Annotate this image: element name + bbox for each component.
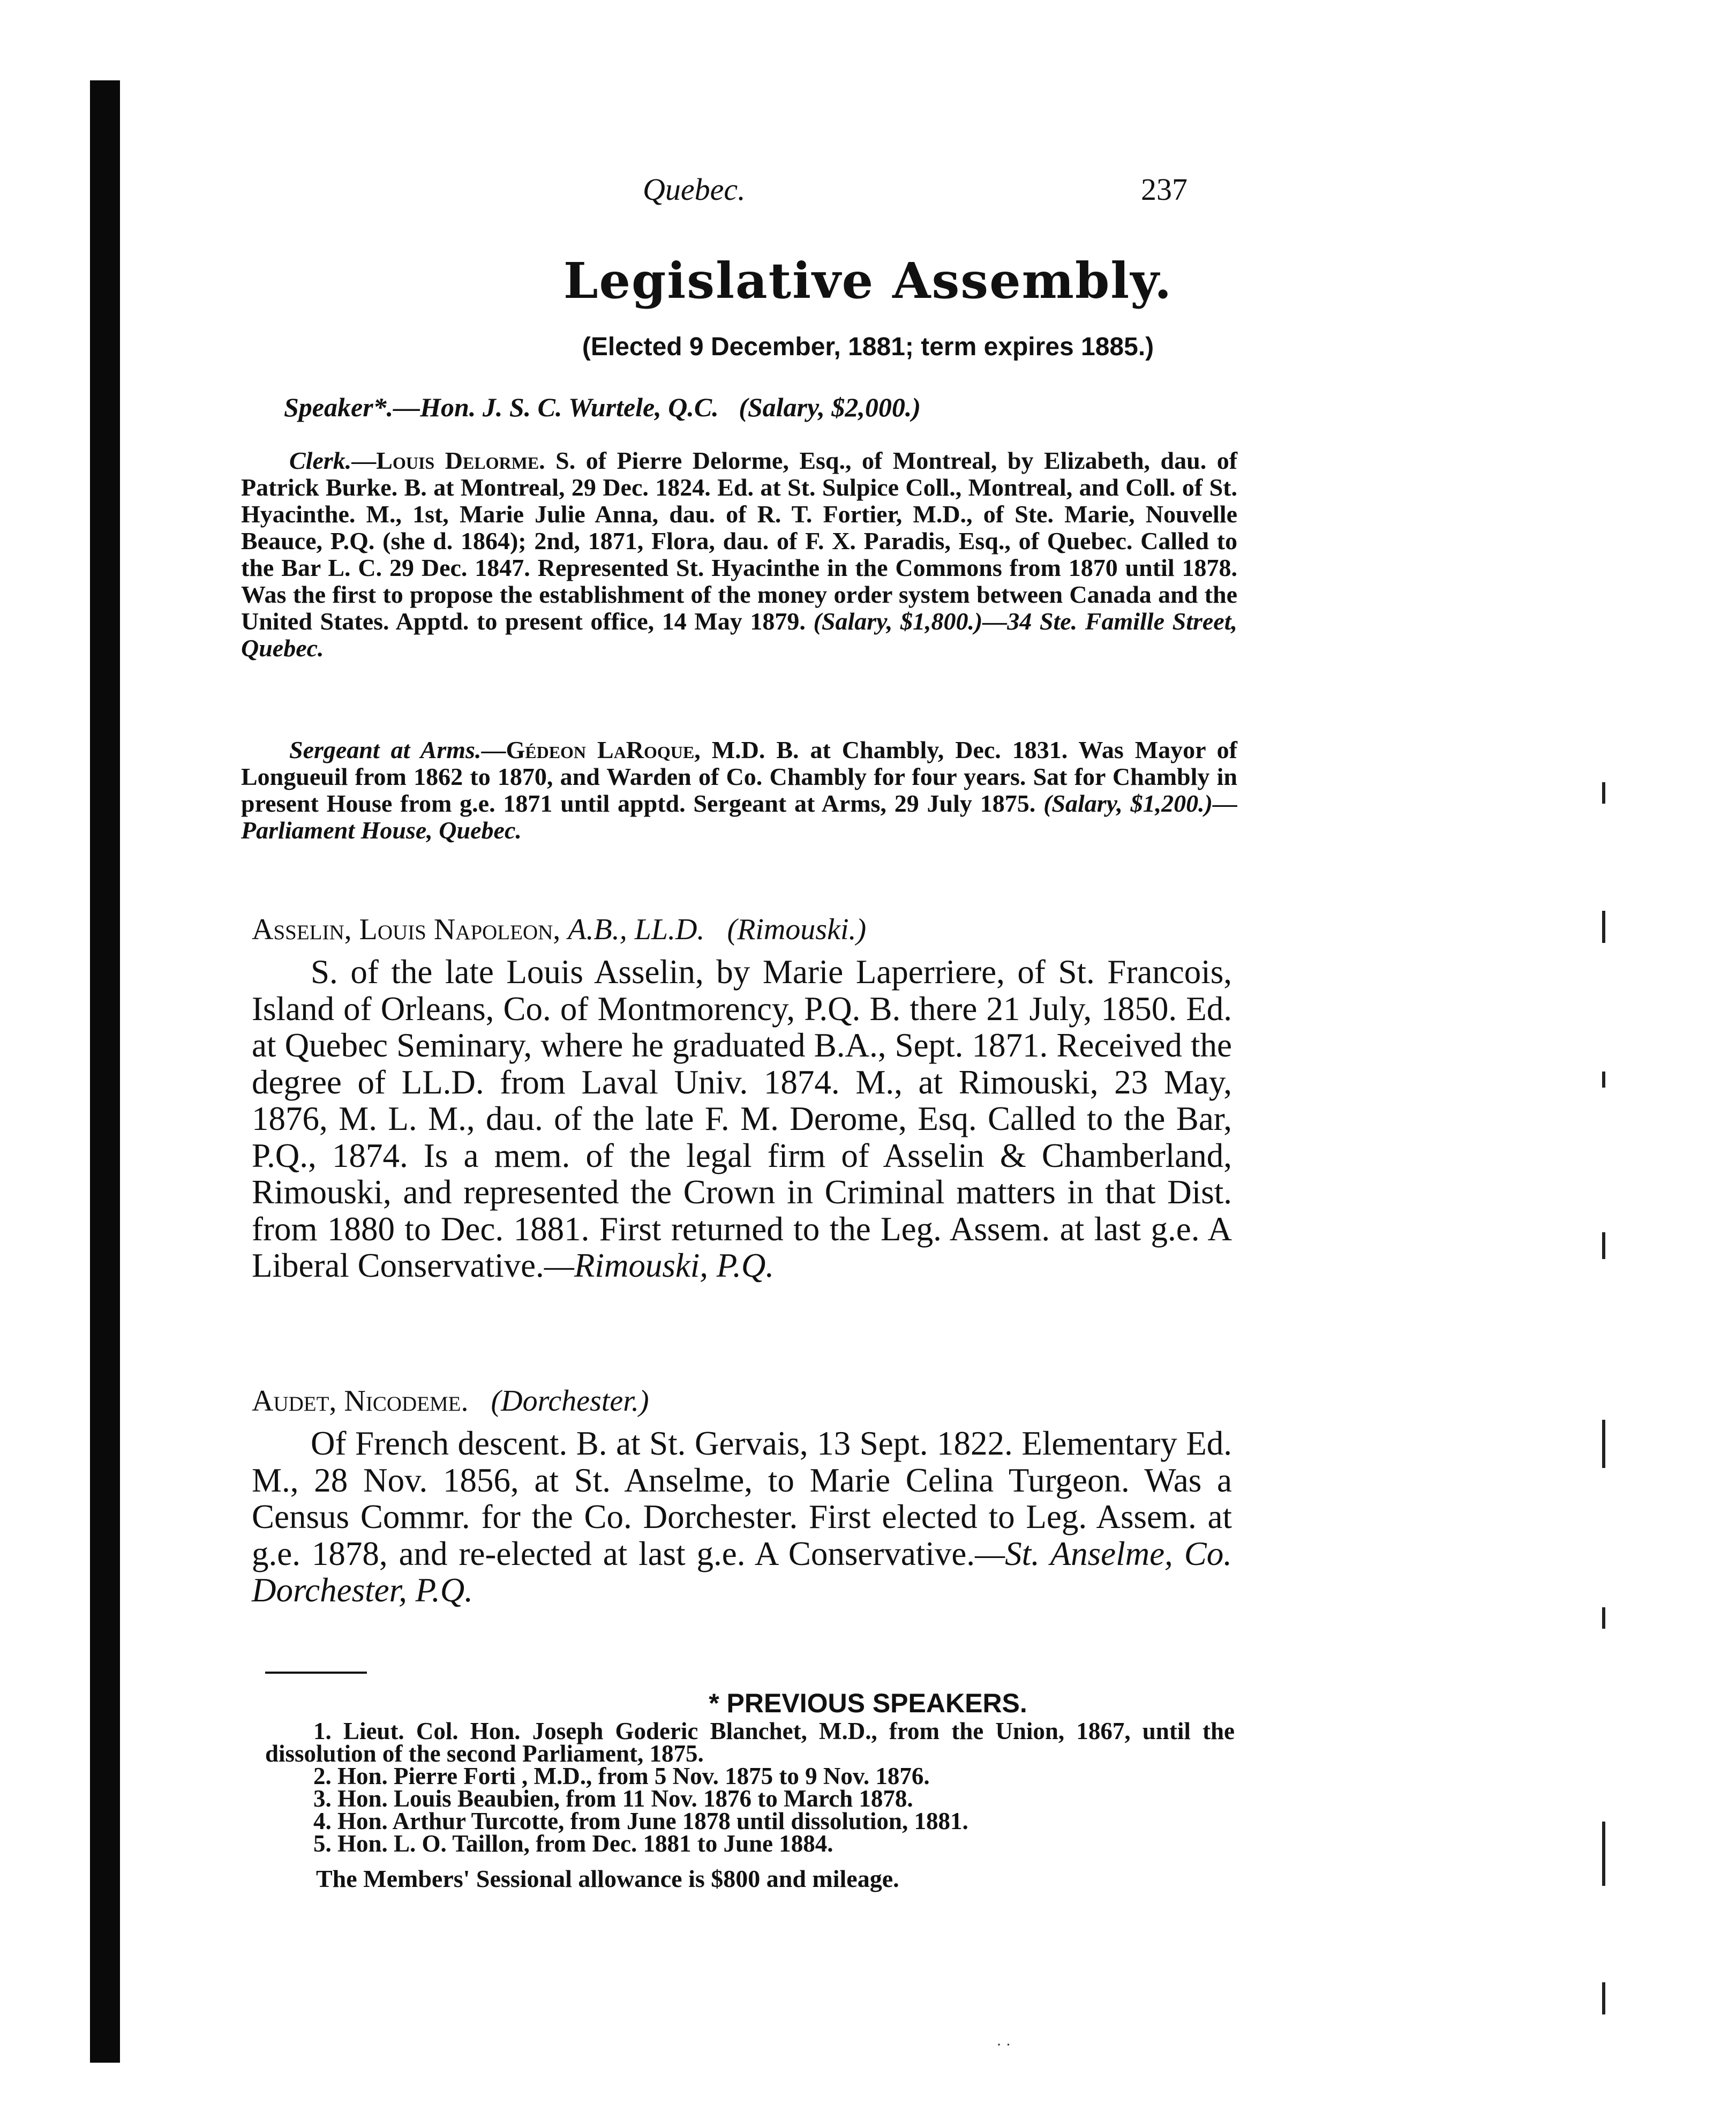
speaker-entry [284,391,1194,423]
previous-speakers-title: * PREVIOUS SPEAKERS. [709,1688,1027,1718]
member-degrees: A.B., LL.D. [568,913,705,946]
previous-speakers-list [265,1720,1235,1855]
member-riding: (Dorchester.) [491,1384,649,1418]
page-number: 237 [1141,172,1188,207]
sergeant-entry [241,737,1237,844]
list-item: 3. Hon. Louis Beaubien, from 11 Nov. 1876 to March 1878. [313,1785,913,1812]
clerk-entry [241,447,1237,662]
clerk-name: —Louis Delorme. [351,447,545,474]
clerk-text: S. of Pierre Delorme, Esq., of Montreal, by Elizabeth, dau. of Patrick Burke. B. at Montreal, 29 Dec. 1824. Ed. at St. Sulpice Coll., Montreal, and Coll. of St. Hyacinthe. M., 1st, Marie Julie Anna, dau. of R. T. Fortier, M.D., of Ste. Marie, Nouvelle Beauce, P.Q. (she d. 1864); 2nd, 1871, Flora, dau. of F. X. Paradis, Esq., of Quebec. Called to the Bar L. C. 29 Dec. 1847. Represented St. Hyacinthe in the Commons from 1870 until 1878. Was the first to propose the establishment of the money order system between Canada and the United States. Apptd. to present office, 14 May 1879. [241,447,1238,635]
member-bio-text: Of French descent. B. at St. Gervais, 13 Sept. 1822. Elementary Ed. M., 28 Nov. 1856, at St. Anselme, to Marie Celina Turgeon. Was a Census Commr. for the Co. Dorchester. First elected to Leg. Assem. at g.e. 1878, and re-elected at last g.e. A Conservative. [252,1425,1232,1572]
sessional-allowance-note: The Members' Sessional allowance is $800 and mileage. [316,1865,899,1892]
member-name: Asselin, Louis Napoleon, [252,913,561,946]
footnote-divider [265,1672,367,1674]
member-riding: (Rimouski.) [727,913,867,946]
list-item: 4. Hon. Arthur Turcotte, from June 1878 until dissolution, 1881. [313,1808,968,1834]
member-heading [252,1382,1232,1420]
speaker-label: Speaker*. [284,392,394,422]
clerk-label: Clerk. [289,447,352,474]
sergeant-tail: (Salary, $1,200.)—Parliament House, Quebec. [241,790,1238,844]
speaker-name: —Hon. J. S. C. Wurtele, Q.C. [393,392,719,422]
member-entry-asselin [252,911,1232,1284]
sergeant-name: —Gédeon LaRoque, M.D. [481,736,765,763]
member-bio-text: S. of the late Louis Asselin, by Marie Laperriere, of St. Francois, Island of Orleans, Co. of Montmorency, P.Q. B. there 21 July, 1850. Ed. at Quebec Seminary, where he graduated B.A., Sept. 1871. Received the degree of LL.D. from Laval Univ. 1874. M., at Rimouski, 23 May, 1876, M. L. M., dau. of the late F. M. Derome, Esq. Called to the Bar, P.Q., 1874. Is a mem. of the legal firm of Asselin & Chamberland, Rimouski, and represented the Crown in Criminal matters in that Dist. from 1880 to Dec. 1881. First returned to the Leg. Assem. at last g.e. A Liberal Conservative. [252,953,1232,1284]
sergeant-label: Sergeant at Arms. [289,736,482,763]
sergeant-text: B. at Chambly, Dec. 1831. Was Mayor of Longueuil from 1862 to 1870, and Warden of Co. Chambly for four years. Sat for Chambly in present House from g.e. 1871 until apptd. Sergeant at Arms, 29 July 1875. [241,736,1238,817]
list-item: 1. Lieut. Col. Hon. Joseph Goderic Blanchet, M.D., from the Union, 1867, until the dissolution of the second Parliament, 1875. [265,1718,1235,1767]
member-bio [252,954,1232,1284]
list-item: 5. Hon. L. O. Taillon, from Dec. 1881 to June 1884. [313,1830,833,1857]
member-address: —Rimouski, P.Q. [544,1247,775,1284]
section-title: Legislative Assembly. [563,252,1173,310]
member-entry-audet [252,1382,1232,1609]
member-bio [252,1425,1232,1609]
section-subtitle: (Elected 9 December, 1881; term expires 1885.) [582,333,1154,361]
speaker-salary: (Salary, $2,000.) [739,392,921,422]
list-item: 2. Hon. Pierre Forti , M.D., from 5 Nov. 1875 to 9 Nov. 1876. [313,1763,930,1789]
member-heading [252,911,1232,948]
member-address: —St. Anselme, Co. Dorchester, P.Q. [252,1534,1233,1609]
running-head: Quebec. [643,172,746,207]
clerk-tail: (Salary, $1,800.)—34 Ste. Famille Street, Quebec. [241,608,1238,662]
scan-smudge: · · [996,2036,1011,2054]
member-name: Audet, Nicodeme. [252,1384,469,1418]
